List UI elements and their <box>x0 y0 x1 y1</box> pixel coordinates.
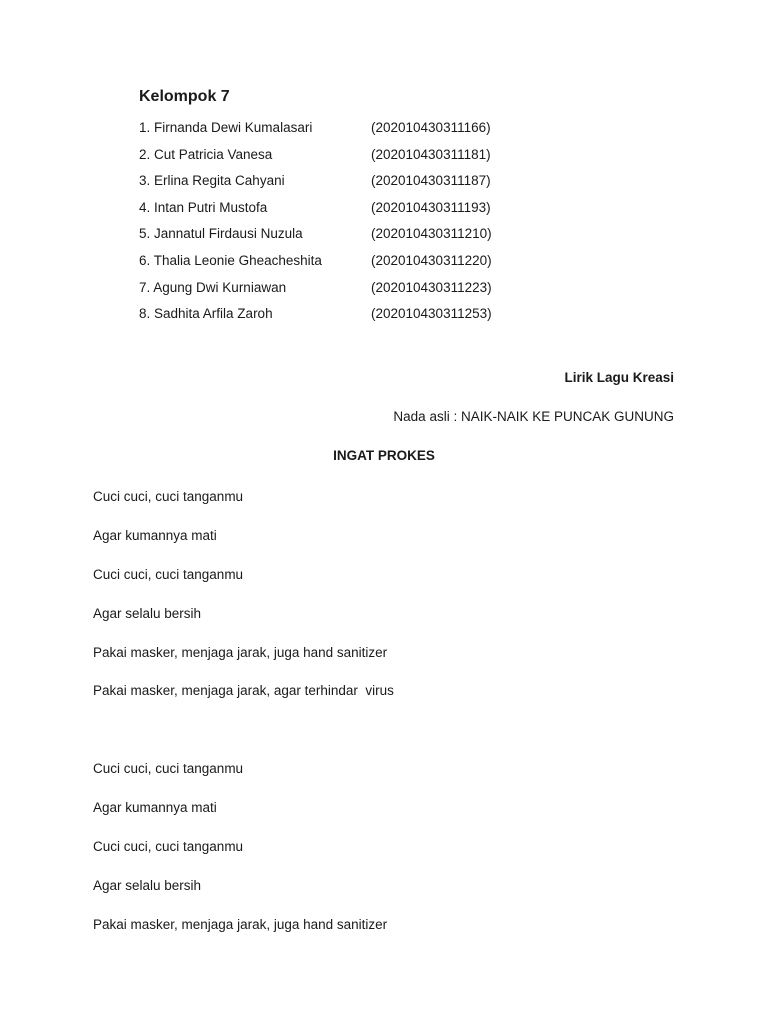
lyric-line: Agar kumannya mati <box>93 800 217 816</box>
lyric-line: Agar selalu bersih <box>93 877 202 893</box>
lyric-line: Cuci cuci, cuci tanganmu <box>93 839 244 855</box>
member-name: 2. Cut Patricia Vanesa <box>139 146 273 162</box>
song-title: INGAT PROKES <box>333 448 435 463</box>
member-id: (202010430311193) <box>371 199 491 215</box>
member-name: 4. Intan Putri Mustofa <box>139 199 268 215</box>
member-name: 8. Sadhita Arfila Zaroh <box>139 306 273 322</box>
lyric-line: Cuci cuci, cuci tanganmu <box>93 489 244 504</box>
member-name: 5. Jannatul Firdausi Nuzula <box>139 226 303 242</box>
member-id: (202010430311253) <box>371 306 492 322</box>
member-name: 1. Firnanda Dewi Kumalasari <box>139 120 313 135</box>
lyric-line: Pakai masker, menjaga jarak, juga hand sanitizer <box>93 644 388 660</box>
lyric-line: Cuci cuci, cuci tanganmu <box>93 761 244 777</box>
lyrics-list <box>93 487 394 954</box>
lyric-line: Pakai masker, menjaga jarak, agar terhindar virus <box>93 683 394 699</box>
song-original-melody: Nada asli : NAIK-NAIK KE PUNCAK GUNUNG <box>393 409 674 424</box>
lyric-line: Agar selalu bersih <box>93 605 202 621</box>
lyric-line: Agar kumannya mati <box>93 527 217 543</box>
member-id: (202010430311223) <box>371 279 492 295</box>
group-title: Kelompok 7 <box>139 88 230 105</box>
member-name: 6. Thalia Leonie Gheacheshita <box>139 252 322 268</box>
lyric-line: Pakai masker, menjaga jarak, juga hand sanitizer <box>93 916 388 932</box>
member-id: (202010430311210) <box>371 226 492 242</box>
song-heading: Lirik Lagu Kreasi <box>564 370 674 385</box>
lyric-line: Cuci cuci, cuci tanganmu <box>93 566 244 582</box>
member-id: (202010430311166) <box>371 120 491 135</box>
member-id: (202010430311181) <box>371 146 491 162</box>
member-name: 3. Erlina Regita Cahyani <box>139 173 285 189</box>
member-name: 7. Agung Dwi Kurniawan <box>139 279 287 295</box>
lyric-blank-line <box>93 720 394 759</box>
member-id: (202010430311220) <box>371 252 492 268</box>
member-id: (202010430311187) <box>371 173 491 189</box>
